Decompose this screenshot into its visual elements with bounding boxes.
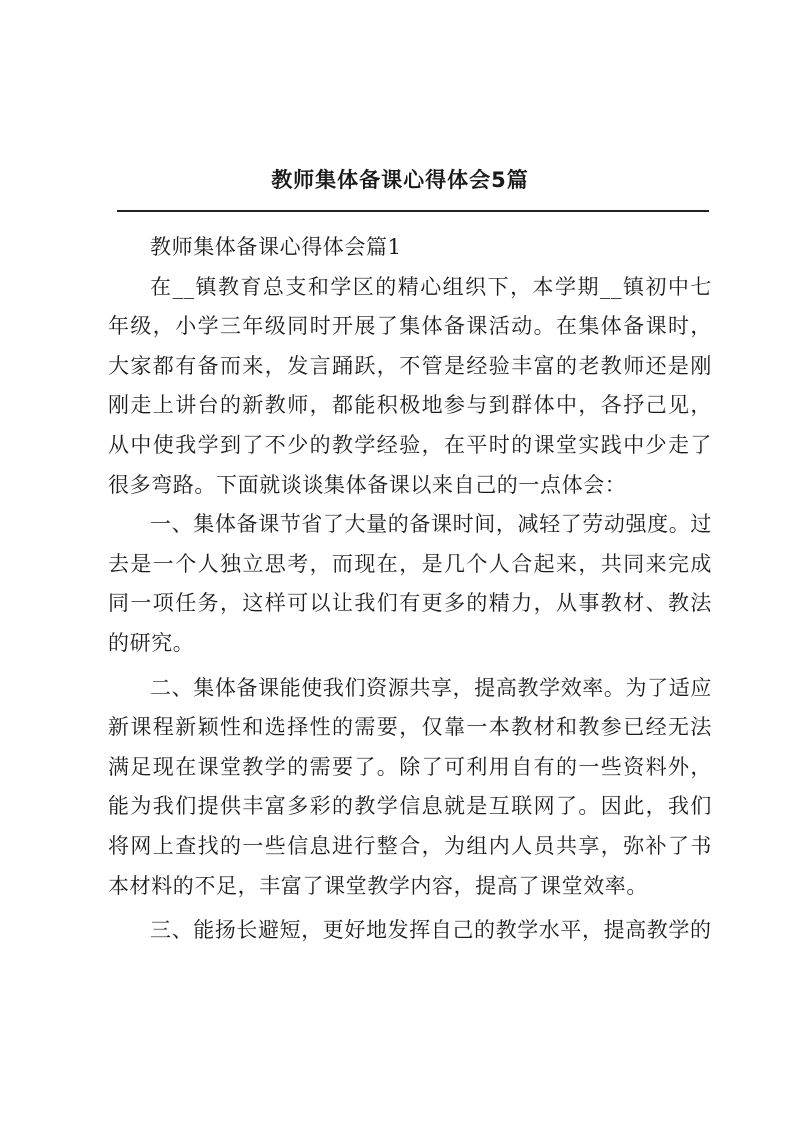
paragraph-intro: 在__镇教育总支和学区的精心组织下，本学期__镇初中七年级，小学三年级同时开展了集体备课活动。在集体备课时，大家都有备而来，发言踊跃，不管是经验丰富的老教师还是刚刚走上讲台的新教师，都能积极地参与到群体中，各抒己见，从中使我学到了不少的教学经验，在平时的课堂实践中少走了很多弯路。下面就谈谈集体备课以来自己的一点体会： bbox=[108, 274, 712, 497]
paragraph-point-2: 二、集体备课能使我们资源共享，提高教学效率。为了适应新课程新颖性和选择性的需要，仅靠一本教材和教参已经无法满足现在课堂教学的需要了。除了可利用自有的一些资料外，能为我们提供丰富多彩的教学信息就是互联网了。因此，我们将网上查找的一些信息进行整合，为组内人员共享，弥补了书本材料的不足，丰富了课堂教学内容，提高了课堂效率。 bbox=[108, 675, 712, 898]
document-body bbox=[108, 228, 712, 951]
paragraph-point-1: 一、集体备课节省了大量的备课时间，减轻了劳动强度。过去是一个人独立思考，而现在，是几个人合起来，共同来完成同一项任务，这样可以让我们有更多的精力，从事教材、教法的研究。 bbox=[108, 512, 712, 655]
title-divider bbox=[117, 210, 709, 212]
document-title: 教师集体备课心得体会5篇 bbox=[271, 168, 529, 192]
section-heading: 教师集体备课心得体会篇1 bbox=[150, 235, 402, 259]
paragraph-point-3: 三、能扬长避短，更好地发挥自己的教学水平，提高教学的 bbox=[150, 918, 712, 943]
